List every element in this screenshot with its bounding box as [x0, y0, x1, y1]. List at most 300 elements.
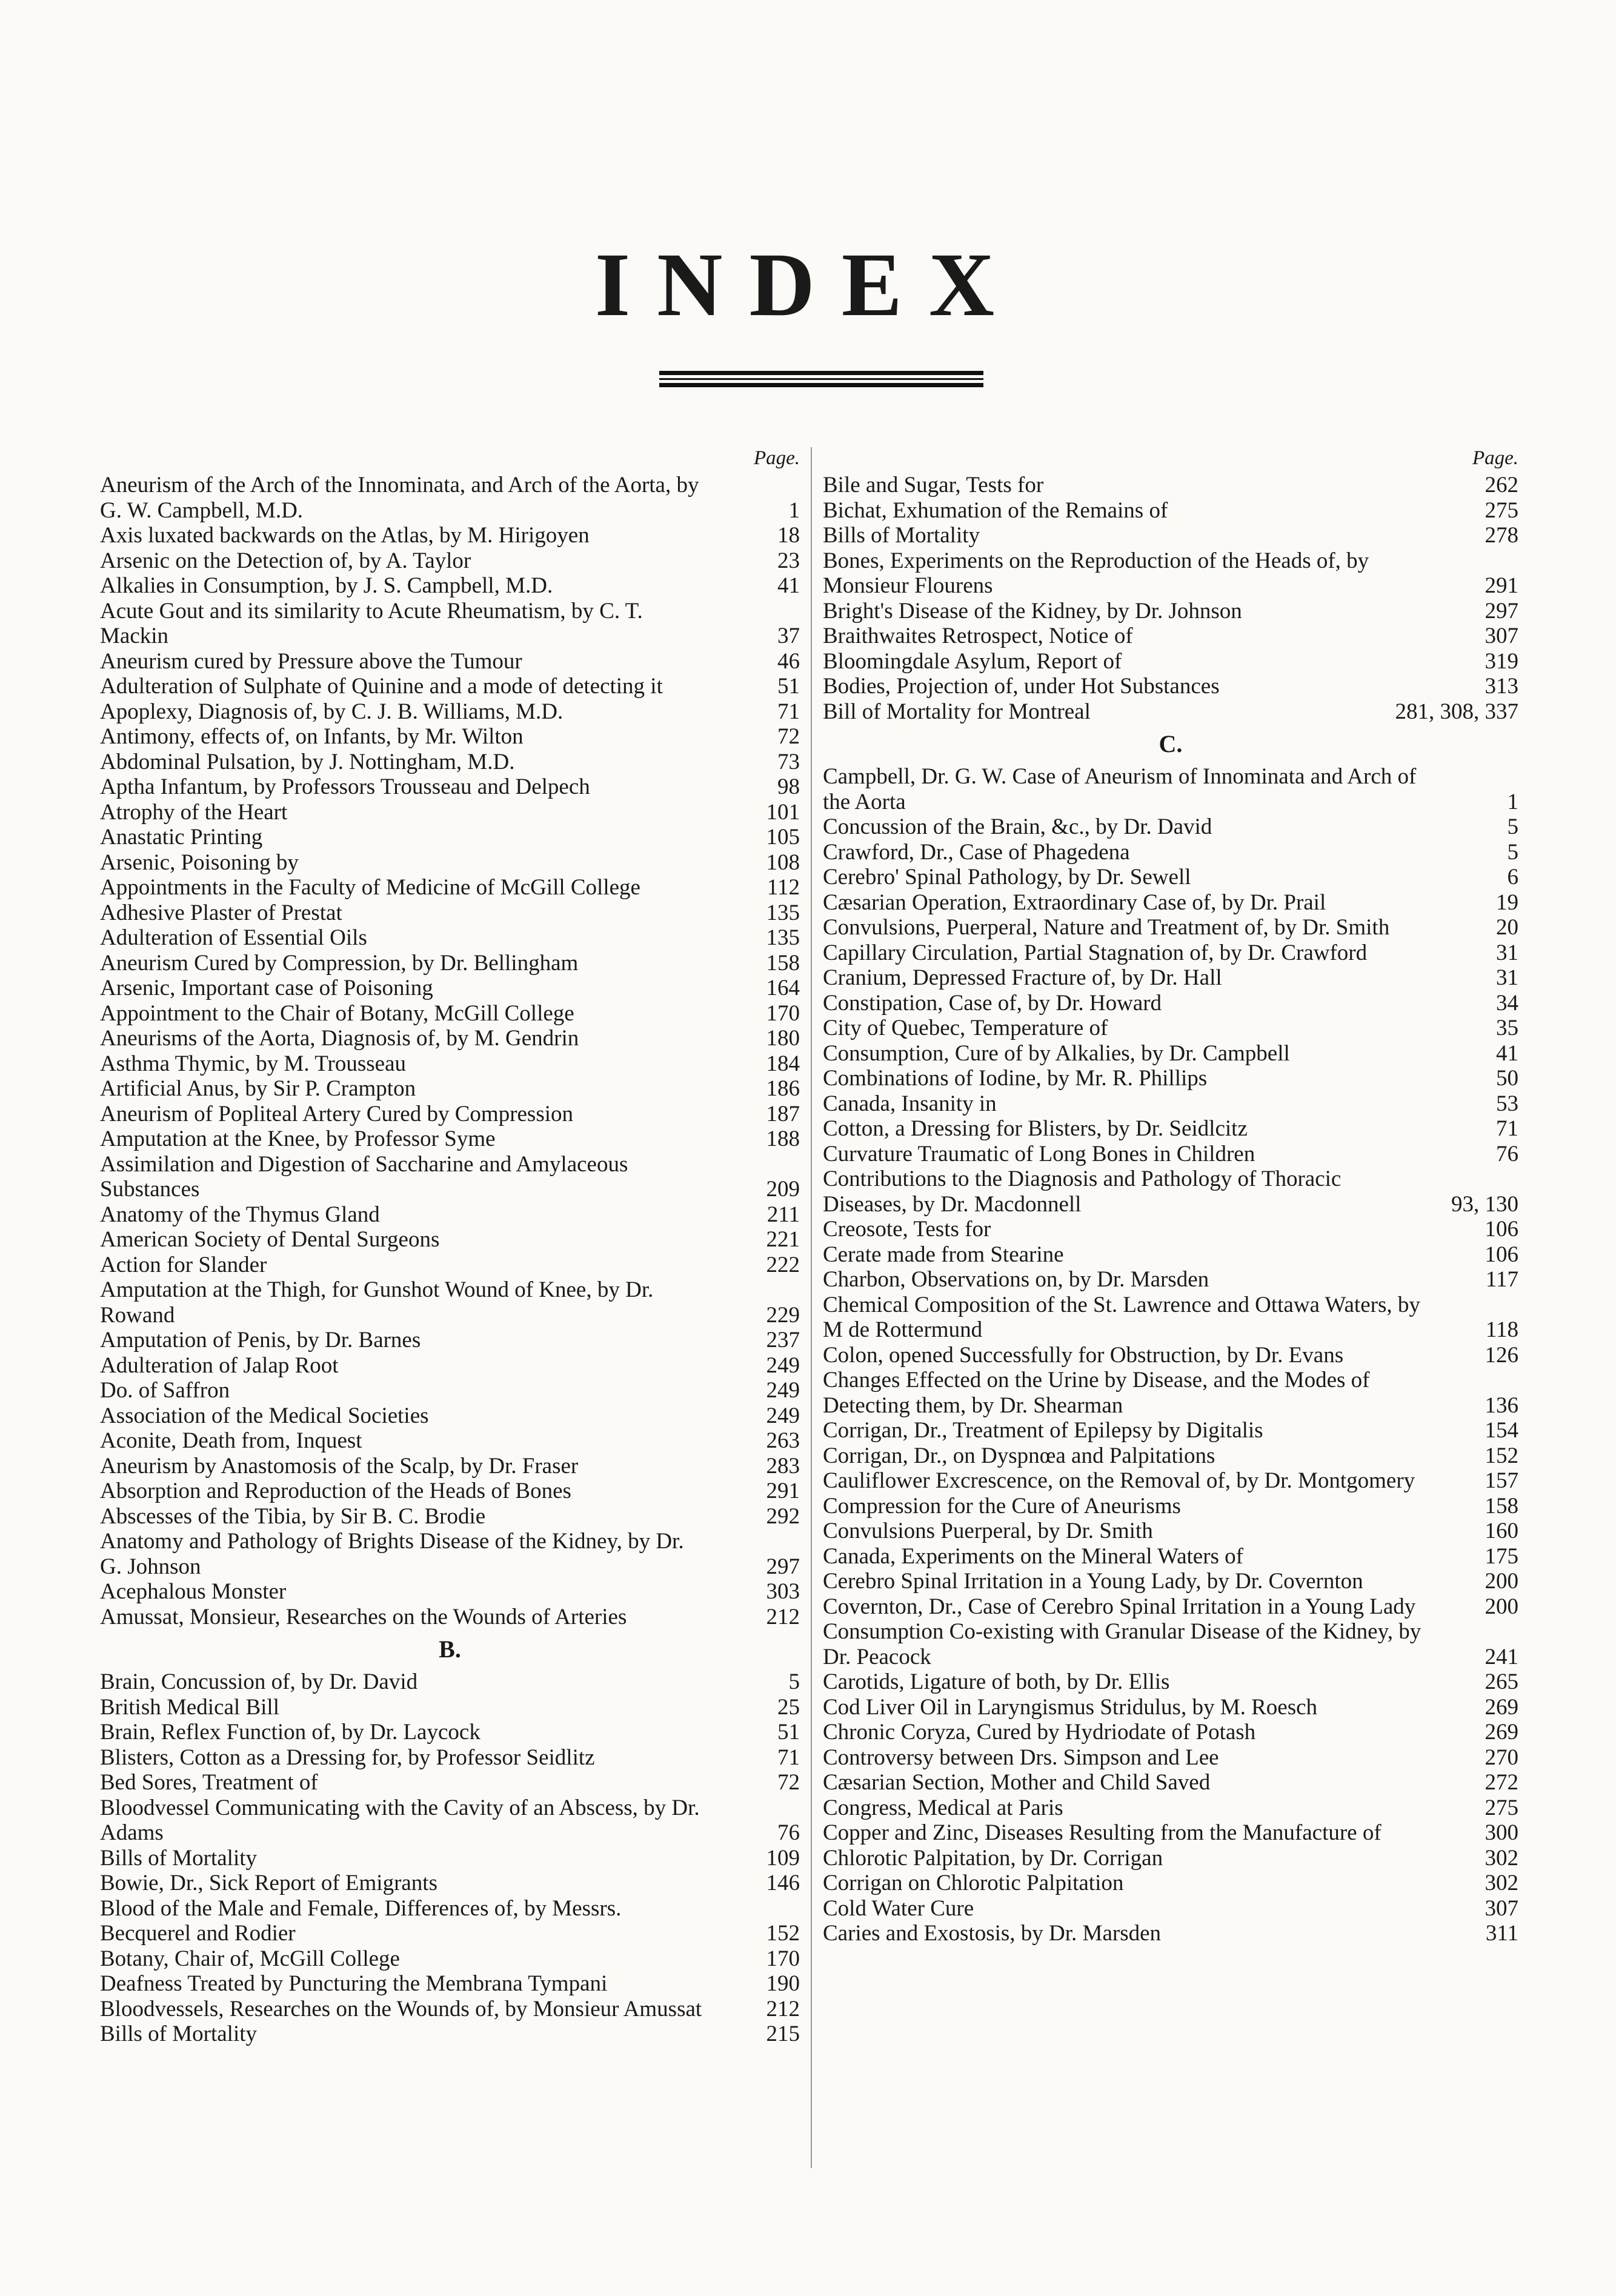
entry-text: Axis luxated backwards on the Atlas, by M. Hirigoyen — [100, 523, 590, 548]
entry-text: Consumption Co-existing with Granular Disease of the Kidney, by Dr. Peacock — [823, 1619, 1421, 1669]
index-column-right — [823, 447, 1518, 1946]
entry-page-number: 215 — [766, 2021, 800, 2046]
index-entry — [100, 573, 800, 599]
entry-text: Creosote, Tests for — [823, 1217, 991, 1242]
entry-text: Corrigan on Chlorotic Palpitation — [823, 1871, 1124, 1895]
entry-text: Adulteration of Essential Oils — [100, 925, 367, 950]
entry-page-number: 190 — [766, 1971, 800, 1996]
index-entry — [100, 1479, 800, 1504]
entry-text: Amputation of Penis, by Dr. Barnes — [100, 1328, 421, 1353]
entry-text: Arsenic, Important case of Poisoning — [100, 976, 433, 1000]
entry-text: Cæsarian Operation, Extraordinary Case of, by Dr. Prail — [823, 890, 1326, 915]
index-entry — [823, 674, 1518, 699]
entry-page-number: 275 — [1485, 1795, 1518, 1820]
entry-text: Brain, Reflex Function of, by Dr. Laycock — [100, 1720, 480, 1745]
entry-page-number: 303 — [766, 1579, 800, 1604]
index-entry — [100, 523, 800, 548]
index-entry — [100, 473, 800, 523]
index-entry — [100, 825, 800, 850]
entry-page-number: 186 — [766, 1076, 800, 1101]
entry-text: Anatomy and Pathology of Brights Disease of the Kidney, by Dr. G. Johnson — [100, 1529, 684, 1579]
entry-page-number: 269 — [1485, 1720, 1518, 1745]
entry-page-number: 152 — [766, 1921, 800, 1946]
entry-page-number: 281, 308, 337 — [1395, 699, 1518, 724]
entry-text: Asthma Thymic, by M. Trousseau — [100, 1051, 407, 1076]
entry-page-number: 302 — [1485, 1845, 1518, 1871]
index-entry — [100, 674, 800, 699]
entry-page-number: 126 — [1485, 1342, 1518, 1368]
entry-text: Amussat, Monsieur, Researches on the Wounds of Arteries — [100, 1604, 627, 1629]
entry-page-number: 237 — [766, 1328, 800, 1353]
entry-text: Caries and Exostosis, by Dr. Marsden — [823, 1921, 1162, 1946]
entry-page-number: 112 — [766, 875, 800, 900]
entry-text: Aneurism of the Arch of the Innominata, and Arch of the Aorta, by G. W. Campbell, M.D. — [100, 473, 699, 523]
entry-page-number: 25 — [777, 1694, 800, 1720]
index-entry — [100, 1328, 800, 1353]
entry-page-number: 106 — [1485, 1217, 1518, 1242]
index-entry — [100, 1202, 800, 1228]
entry-page-number: 5 — [1507, 839, 1518, 865]
index-entry — [823, 1217, 1518, 1242]
entry-page-number: 152 — [1485, 1443, 1518, 1468]
entry-page-number: 291 — [1485, 573, 1518, 598]
entry-text: Aneurism cured by Pressure above the Tumour — [100, 648, 522, 674]
index-entry — [823, 1569, 1518, 1594]
entry-text: Bloodvessel Communicating with the Cavity of an Abscess, by Dr. Adams — [100, 1795, 700, 1845]
index-entry — [100, 1277, 800, 1328]
entry-text: Constipation, Case of, by Dr. Howard — [823, 990, 1162, 1016]
entry-text: Chlorotic Palpitation, by Dr. Corrigan — [823, 1845, 1163, 1871]
entry-text: Adhesive Plaster of Prestat — [100, 900, 342, 925]
entry-page-number: 51 — [777, 1720, 800, 1745]
index-entry — [100, 1946, 800, 1972]
entry-text: Bones, Experiments on the Reproduction of the Heads of, by Monsieur Flourens — [823, 548, 1369, 598]
index-entry — [823, 865, 1518, 890]
entry-page-number: 187 — [766, 1101, 800, 1126]
index-entry — [100, 724, 800, 750]
entry-page-number: 76 — [1496, 1141, 1518, 1166]
entry-page-number: 229 — [766, 1302, 800, 1328]
entry-page-number: 211 — [766, 1202, 800, 1227]
index-entry — [100, 951, 800, 976]
entry-text: Botany, Chair of, McGill College — [100, 1946, 400, 1971]
entry-text: Congress, Medical at Paris — [823, 1795, 1063, 1820]
entry-page-number: 1 — [1507, 789, 1518, 814]
index-entry — [823, 1921, 1518, 1946]
entry-page-number: 20 — [1496, 915, 1518, 940]
index-entry — [823, 1619, 1518, 1669]
index-entry — [823, 1669, 1518, 1695]
entry-text: Aconite, Death from, Inquest — [100, 1428, 362, 1453]
entry-page-number: 307 — [1485, 624, 1518, 648]
entry-page-number: 31 — [1496, 965, 1518, 990]
page-title: INDEX — [594, 235, 1022, 335]
entry-text: Copper and Zinc, Diseases Resulting from the Manufacture of — [823, 1820, 1382, 1845]
entry-page-number: 41 — [777, 573, 800, 598]
column-divider — [811, 447, 812, 2168]
index-entry — [823, 814, 1518, 840]
index-entry — [100, 1896, 800, 1946]
entry-text: Anatomy of the Thymus Gland — [100, 1202, 380, 1227]
index-entry — [100, 1669, 800, 1695]
entry-text: Adulteration of Sulphate of Quinine and a mode of detecting it — [100, 674, 663, 699]
entry-text: Bloomingdale Asylum, Report of — [823, 648, 1122, 674]
entry-page-number: 307 — [1485, 1895, 1518, 1921]
entry-page-number: 188 — [766, 1126, 800, 1151]
entry-page-number: 170 — [766, 1000, 800, 1026]
entry-page-number: 71 — [777, 1745, 800, 1770]
entry-text: Brain, Concussion of, by Dr. David — [100, 1669, 418, 1694]
index-entry — [823, 1267, 1518, 1293]
entry-page-number: 311 — [1485, 1921, 1518, 1946]
entry-page-number: 283 — [766, 1453, 800, 1479]
entry-page-number: 263 — [766, 1428, 800, 1453]
entry-page-number: 221 — [766, 1227, 800, 1252]
index-entry — [823, 1418, 1518, 1443]
entry-text: Compression for the Cure of Aneurisms — [823, 1493, 1181, 1519]
index-entry — [823, 699, 1518, 725]
index-entry — [823, 473, 1518, 498]
index-entry — [100, 1076, 800, 1102]
entry-page-number: 1 — [788, 497, 800, 523]
entry-text: Campbell, Dr. G. W. Case of Aneurism of Innominata and Arch of the Aorta — [823, 764, 1417, 814]
index-entry — [100, 1001, 800, 1027]
entry-text: Corrigan, Dr., on Dyspnœa and Palpitations — [823, 1443, 1215, 1468]
entry-text: Bile and Sugar, Tests for — [823, 473, 1044, 497]
entry-page-number: 108 — [766, 850, 800, 875]
entry-text: Covernton, Dr., Case of Cerebro Spinal Irritation in a Young Lady — [823, 1594, 1416, 1619]
entry-text: Bill of Mortality for Montreal — [823, 699, 1091, 724]
entry-page-number: 200 — [1485, 1569, 1518, 1594]
entry-page-number: 19 — [1496, 890, 1518, 915]
entry-page-number: 292 — [766, 1503, 800, 1529]
entry-page-number: 93, 130 — [1451, 1191, 1518, 1217]
page-column-heading: Page. — [1472, 447, 1518, 469]
entry-page-number: 73 — [777, 749, 800, 774]
entry-page-number: 160 — [1485, 1519, 1518, 1543]
entry-page-number: 109 — [766, 1845, 800, 1871]
entry-text: British Medical Bill — [100, 1694, 279, 1720]
index-entry — [100, 900, 800, 926]
entry-text: Antimony, effects of, on Infants, by Mr. Wilton — [100, 724, 524, 749]
entry-text: Convulsions Puerperal, by Dr. Smith — [823, 1519, 1153, 1543]
index-entry — [823, 840, 1518, 865]
entry-page-number: 46 — [777, 648, 800, 674]
index-entry — [100, 699, 800, 725]
entry-text: Cerebro' Spinal Pathology, by Dr. Sewell — [823, 865, 1191, 890]
index-entry — [100, 1378, 800, 1403]
entry-text: Canada, Experiments on the Mineral Waters of — [823, 1543, 1243, 1569]
index-entry — [823, 523, 1518, 548]
entry-text: Charbon, Observations on, by Dr. Marsden — [823, 1267, 1209, 1292]
entry-page-number: 5 — [1507, 814, 1518, 839]
index-entry — [100, 750, 800, 775]
entry-page-number: 212 — [766, 1996, 800, 2021]
index-entry — [823, 1443, 1518, 1469]
entry-page-number: 71 — [777, 699, 800, 724]
index-entry — [823, 991, 1518, 1016]
index-entry — [100, 1126, 800, 1152]
entry-page-number: 278 — [1485, 523, 1518, 548]
index-entry — [100, 1227, 800, 1253]
index-entry — [823, 1846, 1518, 1871]
entry-page-number: 98 — [777, 774, 800, 799]
index-entry — [100, 649, 800, 674]
entry-page-number: 135 — [766, 900, 800, 925]
index-column-left — [100, 447, 800, 2047]
index-entry — [100, 774, 800, 800]
index-entry — [100, 1871, 800, 1896]
entry-text: City of Quebec, Temperature of — [823, 1016, 1108, 1040]
entry-text: Chronic Coryza, Cured by Hydriodate of Potash — [823, 1720, 1256, 1745]
entry-text: Bloodvessels, Researches on the Wounds of, by Monsieur Amussat — [100, 1996, 702, 2021]
entry-page-number: 158 — [1485, 1493, 1518, 1519]
section-letter: B. — [439, 1635, 461, 1663]
index-entry — [823, 1695, 1518, 1720]
index-entry — [823, 1343, 1518, 1368]
entry-text: Bills of Mortality — [100, 1845, 257, 1871]
index-entry — [100, 1720, 800, 1745]
index-entry — [100, 1846, 800, 1871]
index-entry — [100, 1579, 800, 1605]
entry-text: Carotids, Ligature of both, by Dr. Ellis — [823, 1669, 1170, 1694]
entry-text: Bowie, Dr., Sick Report of Emigrants — [100, 1871, 437, 1895]
entry-text: Canada, Insanity in — [823, 1091, 997, 1116]
entry-text: Amputation at the Thigh, for Gunshot Wound of Knee, by Dr. Rowand — [100, 1277, 654, 1328]
index-entry — [100, 599, 800, 649]
entry-page-number: 136 — [1485, 1393, 1518, 1418]
index-entry — [823, 1116, 1518, 1142]
entry-page-number: 41 — [1496, 1040, 1518, 1066]
entry-page-number: 175 — [1485, 1543, 1518, 1569]
entry-text: Consumption, Cure of by Alkalies, by Dr. Campbell — [823, 1040, 1290, 1066]
index-entry — [823, 1293, 1518, 1343]
page-column-heading: Page. — [753, 447, 800, 469]
entry-page-number: 34 — [1496, 990, 1518, 1016]
entry-page-number: 18 — [777, 523, 800, 548]
entry-text: Cerate made from Stearine — [823, 1242, 1064, 1267]
entry-text: Cold Water Cure — [823, 1895, 974, 1921]
index-entry — [823, 1594, 1518, 1620]
index-entry — [823, 1519, 1518, 1544]
entry-text: Abdominal Pulsation, by J. Nottingham, M.D. — [100, 749, 515, 774]
index-entry — [823, 599, 1518, 624]
index-entry — [100, 1997, 800, 2022]
entry-text: Chemical Composition of the St. Lawrence and Ottawa Waters, by M de Rottermund — [823, 1292, 1420, 1342]
entry-text: American Society of Dental Surgeons — [100, 1227, 440, 1252]
entry-page-number: 72 — [777, 724, 800, 749]
index-entry — [100, 1428, 800, 1454]
index-entry — [823, 1820, 1518, 1846]
entry-text: Cæsarian Section, Mother and Child Saved — [823, 1770, 1211, 1795]
index-entry — [100, 548, 800, 574]
entry-text: Arsenic, Poisoning by — [100, 850, 299, 875]
entry-text: Bed Sores, Treatment of — [100, 1770, 318, 1795]
entry-text: Cerebro Spinal Irritation in a Young Lady, by Dr. Covernton — [823, 1569, 1363, 1594]
index-entry — [100, 976, 800, 1001]
index-entry — [823, 1871, 1518, 1896]
entry-text: Cotton, a Dressing for Blisters, by Dr. Seidlcitz — [823, 1116, 1248, 1141]
index-entry — [100, 1971, 800, 1997]
entry-text: Acute Gout and its similarity to Acute Rheumatism, by C. T. Mackin — [100, 598, 643, 648]
index-entry — [823, 1468, 1518, 1494]
entry-text: Changes Effected on the Urine by Disease, and the Modes of Detecting them, by Dr. Shearman — [823, 1368, 1370, 1418]
entry-text: Bodies, Projection of, under Hot Substances — [823, 674, 1220, 699]
entry-page-number: 200 — [1485, 1594, 1518, 1619]
entry-page-number: 180 — [766, 1026, 800, 1051]
entry-text: Corrigan, Dr., Treatment of Epilepsy by Digitalis — [823, 1418, 1263, 1443]
entry-page-number: 6 — [1507, 865, 1518, 890]
index-entry — [100, 1695, 800, 1720]
index-entry — [100, 875, 800, 900]
title-rule — [659, 383, 983, 387]
entry-page-number: 300 — [1485, 1820, 1518, 1845]
entry-text: Assimilation and Digestion of Saccharine and Amylaceous Substances — [100, 1151, 628, 1202]
entry-text: Atrophy of the Heart — [100, 799, 288, 825]
index-entry — [823, 1091, 1518, 1117]
entry-text: Bills of Mortality — [823, 523, 980, 548]
entry-page-number: 53 — [1496, 1091, 1518, 1116]
index-entry — [823, 940, 1518, 966]
index-entry — [823, 1494, 1518, 1519]
index-entry — [823, 1770, 1518, 1795]
entry-page-number: 249 — [766, 1378, 800, 1403]
entry-text: Curvature Traumatic of Long Bones in Children — [823, 1141, 1255, 1166]
entry-page-number: 297 — [1485, 598, 1518, 624]
index-entry — [823, 764, 1518, 814]
entry-page-number: 71 — [1496, 1116, 1518, 1141]
entry-text: Cod Liver Oil in Laryngismus Stridulus, by M. Roesch — [823, 1694, 1318, 1720]
entry-text: Bichat, Exhumation of the Remains of — [823, 497, 1168, 523]
index-entry — [823, 548, 1518, 599]
entry-page-number: 37 — [777, 624, 800, 648]
index-entry — [100, 1745, 800, 1771]
title-rule — [659, 378, 983, 380]
index-entry — [823, 1016, 1518, 1041]
index-entry — [823, 1041, 1518, 1066]
entry-text: Abscesses of the Tibia, by Sir B. C. Brodie — [100, 1503, 486, 1529]
entry-page-number: 319 — [1485, 648, 1518, 674]
index-entry — [823, 1544, 1518, 1569]
entry-page-number: 222 — [766, 1252, 800, 1277]
index-entry — [100, 1051, 800, 1077]
entry-page-number: 101 — [766, 799, 800, 825]
entry-page-number: 23 — [777, 548, 800, 573]
index-entry — [823, 1066, 1518, 1091]
index-entry — [100, 1353, 800, 1379]
entry-text: Alkalies in Consumption, by J. S. Campbell, M.D. — [100, 573, 553, 598]
entry-page-number: 164 — [766, 976, 800, 1000]
entry-page-number: 170 — [766, 1946, 800, 1971]
index-entry — [100, 1795, 800, 1846]
entry-page-number: 157 — [1485, 1468, 1518, 1493]
entry-page-number: 5 — [788, 1669, 800, 1694]
title-rule — [659, 371, 983, 375]
index-entry — [823, 1242, 1518, 1268]
index-entry — [100, 925, 800, 951]
entry-page-number: 146 — [766, 1871, 800, 1895]
entry-text: Aptha Infantum, by Professors Trousseau and Delpech — [100, 774, 590, 799]
entry-text: Blood of the Male and Female, Differences of, by Messrs. Becquerel and Rodier — [100, 1895, 622, 1946]
entry-text: Action for Slander — [100, 1252, 267, 1277]
entry-text: Bright's Disease of the Kidney, by Dr. Johnson — [823, 598, 1242, 624]
index-entry — [823, 1795, 1518, 1821]
entry-text: Cranium, Depressed Fracture of, by Dr. Hall — [823, 965, 1222, 990]
index-entry — [100, 1152, 800, 1202]
entry-page-number: 241 — [1485, 1644, 1518, 1669]
index-entry — [100, 1403, 800, 1429]
entry-page-number: 272 — [1485, 1770, 1518, 1795]
entry-page-number: 249 — [766, 1353, 800, 1378]
entry-page-number: 35 — [1496, 1016, 1518, 1040]
entry-page-number: 118 — [1485, 1317, 1518, 1342]
entry-page-number: 302 — [1485, 1871, 1518, 1895]
entry-page-number: 72 — [777, 1770, 800, 1795]
entry-text: Braithwaites Retrospect, Notice of — [823, 624, 1133, 648]
entry-text: Crawford, Dr., Case of Phagedena — [823, 839, 1130, 865]
index-entry — [823, 965, 1518, 991]
index-entry — [100, 1504, 800, 1529]
entry-text: Arsenic on the Detection of, by A. Taylor — [100, 548, 471, 573]
entry-page-number: 212 — [766, 1604, 800, 1629]
entry-page-number: 158 — [766, 950, 800, 976]
section-letter: C. — [1159, 730, 1183, 757]
index-entry — [823, 1166, 1518, 1217]
entry-text: Do. of Saffron — [100, 1378, 230, 1403]
entry-page-number: 270 — [1485, 1745, 1518, 1770]
entry-page-number: 105 — [766, 825, 800, 850]
entry-text: Anastatic Printing — [100, 825, 263, 850]
index-entry — [823, 1142, 1518, 1167]
entry-page-number: 50 — [1496, 1066, 1518, 1091]
index-entry — [100, 850, 800, 876]
entry-text: Aneurism of Popliteal Artery Cured by Compression — [100, 1101, 574, 1126]
index-entry — [823, 624, 1518, 649]
entry-text: Amputation at the Knee, by Professor Syme — [100, 1126, 496, 1151]
index-entry — [823, 1896, 1518, 1922]
entry-text: Association of the Medical Societies — [100, 1403, 429, 1428]
index-entry — [823, 1720, 1518, 1745]
entry-page-number: 51 — [777, 674, 800, 699]
entry-page-number: 76 — [777, 1820, 800, 1845]
index-entry — [100, 800, 800, 825]
index-entry — [823, 649, 1518, 674]
index-entry — [100, 1529, 800, 1579]
entry-text: Blisters, Cotton as a Dressing for, by Professor Seidlitz — [100, 1745, 595, 1770]
index-entry — [100, 1605, 800, 1630]
entry-text: Deafness Treated by Puncturing the Membrana Tympani — [100, 1971, 608, 1996]
index-entry — [823, 915, 1518, 940]
entry-page-number: 154 — [1485, 1418, 1518, 1443]
entry-page-number: 313 — [1485, 674, 1518, 699]
entry-text: Cauliflower Excrescence, on the Removal of, by Dr. Montgomery — [823, 1468, 1415, 1493]
entry-text: Aneurism Cured by Compression, by Dr. Bellingham — [100, 950, 579, 976]
entry-text: Aneurism by Anastomosis of the Scalp, by Dr. Fraser — [100, 1453, 579, 1479]
entry-text: Controversy between Drs. Simpson and Lee — [823, 1745, 1219, 1770]
entry-text: Acephalous Monster — [100, 1579, 287, 1604]
index-entry — [823, 1745, 1518, 1771]
index-entry — [100, 1454, 800, 1479]
entry-text: Convulsions, Puerperal, Nature and Treatment of, by Dr. Smith — [823, 915, 1390, 940]
entry-page-number: 269 — [1485, 1694, 1518, 1720]
index-entry — [100, 1026, 800, 1051]
index-entry — [100, 2021, 800, 2047]
index-entry — [823, 1368, 1518, 1418]
entry-page-number: 135 — [766, 925, 800, 950]
entry-page-number: 184 — [766, 1051, 800, 1076]
index-entry — [100, 1102, 800, 1127]
entry-page-number: 265 — [1485, 1669, 1518, 1694]
